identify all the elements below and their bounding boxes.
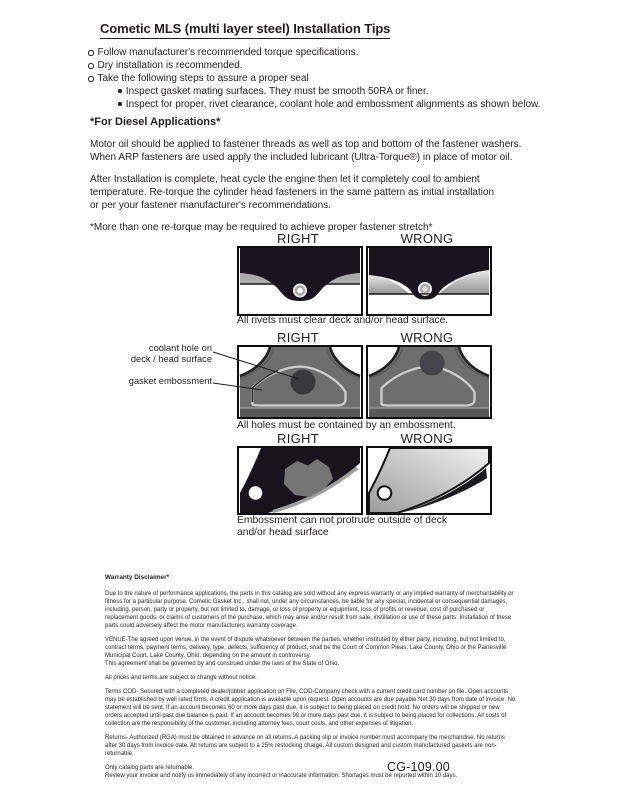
disclaimer-paragraph: Terms COD- Secured with a completed dealer/jobber application on File, COD-Company check with a current credit card number on file. Open accounts may be established by well rated firms. A credit application is available upon request. Open accounts are due payable Net 30 days from date of invoice. No statement will be sent. If an account becomes 60 or more days past due, it is subject to being placed on credit hold. No orders will be shipped or new orders accepted until past due balance is paid. If an account becomes 90 or more days past due, it is subject to being placed for collections. All costs of collection are the responsibility of the customer, including attorney fees, court costs, and other expenses of litigation.	[105, 689, 516, 727]
rivet-clearance-right-diagram	[237, 246, 363, 316]
row1-caption: All rivets must clear deck and/or head surface.	[237, 315, 449, 326]
filled-bullet-icon	[118, 89, 122, 93]
tip-text: Dry installation is recommended.	[97, 60, 243, 71]
right-label: RIGHT	[277, 431, 319, 446]
filled-bullet-icon	[118, 102, 122, 106]
installation-tips-section	[88, 20, 548, 111]
tip-text: Inspect gasket mating surfaces. They must be smooth 50RA or finer.	[125, 86, 429, 97]
wrong-label: WRONG	[400, 231, 454, 246]
warranty-disclaimer-section	[105, 574, 518, 786]
wrong-label: WRONG	[400, 431, 454, 446]
protrusion-right-diagram	[237, 446, 363, 515]
tip-sub-bullet	[118, 98, 548, 111]
row3-caption: Embossment can not protrude outside of deck and/or head surface	[237, 515, 448, 538]
diesel-applications-section	[90, 116, 550, 234]
rivet-wrong-illustration	[368, 248, 490, 314]
disclaimer-paragraph: Returns- Authorized (RGA) must be obtained in advance on all returns. A packing slip or invoice number must accompany the merchandise. No returns after 30 days from invoice date. All returns are subject to a 25% restocking charge. All custom designed and custom manufactured gaskets are non-returnable.	[105, 735, 505, 757]
embossment-containment-right-diagram	[237, 345, 363, 419]
tip-text: Take the following steps to assure a proper seal	[97, 73, 309, 84]
page-number: CG-109.00	[387, 760, 450, 774]
right-label: RIGHT	[277, 330, 319, 345]
diesel-heading: *For Diesel Applications*	[90, 116, 221, 128]
protrusion-wrong-illustration	[368, 448, 490, 513]
open-bullet-icon	[88, 76, 94, 82]
page-title: Cometic MLS (multi layer steel) Installation Tips	[100, 21, 390, 39]
gasket-embossment-callout: gasket embossment	[128, 376, 212, 386]
embossment-wrong-illustration	[368, 347, 490, 417]
diesel-paragraph-line: After Installation is complete, heat cycle the engine then let it completely cool to ambient	[90, 174, 480, 185]
tip-sub-bullet	[118, 85, 548, 98]
disclaimer-paragraph: Only catalog parts are returnable.	[105, 765, 195, 771]
wrong-label: WRONG	[400, 330, 454, 345]
disclaimer-paragraph: Review your invoice and notify us immediately of any incorrect or inaccurate information. Shortages must be reported within 10 days.	[105, 773, 458, 779]
rivet-clearance-wrong-diagram	[366, 246, 492, 316]
diesel-paragraph-line: temperature. Re-torque the cylinder head fasteners in the same pattern as initial installation	[90, 187, 495, 198]
diesel-paragraph-line: or per your fastener manufacturer's recommendations.	[90, 200, 331, 211]
tip-bullet	[88, 46, 548, 59]
diesel-paragraph-line: When ARP fasteners are used apply the included lubricant (Ultra-Torque®) in place of motor oil.	[90, 152, 513, 163]
row2-caption: All holes must be contained by an embossment.	[237, 420, 456, 431]
tip-bullet	[88, 59, 548, 72]
open-bullet-icon	[88, 50, 94, 56]
embossment-containment-wrong-diagram	[366, 345, 492, 419]
right-label: RIGHT	[277, 231, 319, 246]
disclaimer-paragraph: All prices and terms are subject to change without notice.	[105, 675, 257, 681]
rivet-right-illustration	[239, 248, 361, 314]
disclaimer-paragraph: VENUE-The agreed upon venue, in the event of dispute whatsoever between the parties, whether instituted by either party, including, but not limited to, contract terms, payment terms, delivery, type, defects, sufficiency of product, shall be the Court of Common Pleas, Lake County, Ohio or the Painesville Municipal Court, Lake County, Ohio, depending on the amount in controversy.	[105, 637, 507, 659]
diesel-paragraph-line: Motor oil should be applied to fastener threads as well as top and bottom of the fastener washers.	[90, 139, 522, 150]
disclaimer-paragraph: Due to the nature of performance applications, the parts in this catalog are sold without any express warranty or any implied warranty of merchantability or fitness for a particular purpose. Cometic Gasket Inc., shall not, under any circumstances, be liable for any special, incidental or consequential damages, including, person, party or property, but not limited to, damage, or loss of property or equipment, loss of profits or revenue, cost of purchased or replacement goods, or claims of customers of the purchase, which may arise and/or result from sale, instillation or use of these parts. Installation of these parts could adversely affect the motor manufacturers warranty coverage.	[105, 591, 514, 629]
coolant-hole-callout: coolant hole on deck / head surface	[130, 343, 212, 364]
tip-text: Inspect for proper, rivet clearance, coolant hole and embossment alignments as shown below.	[125, 99, 541, 110]
open-bullet-icon	[88, 63, 94, 69]
embossment-right-illustration	[239, 347, 361, 417]
disclaimer-heading: Warranty Disclaimer*	[105, 574, 170, 581]
tip-bullet	[88, 72, 548, 85]
retorque-note: *More than one re-torque may be required to achieve proper fastener stretch*	[90, 222, 433, 233]
protrusion-right-illustration	[239, 448, 361, 513]
disclaimer-paragraph: This agreement shall be governed by and construed under the laws of the State of Ohio.	[105, 661, 340, 667]
tip-text: Follow manufacturer's recommended torque specifications.	[97, 47, 359, 58]
protrusion-wrong-diagram	[366, 446, 492, 515]
